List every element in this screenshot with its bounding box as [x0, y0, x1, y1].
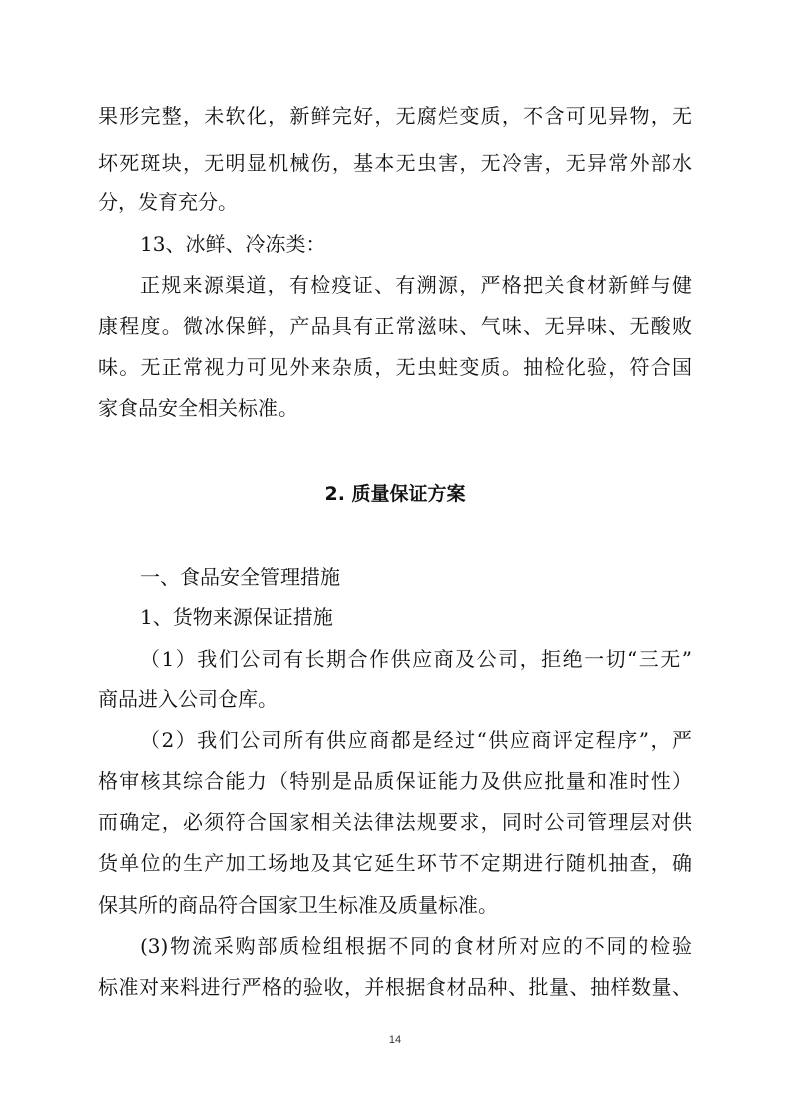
text-line: 味。无正常视力可见外来杂质，无虫蛀变质。抽检化验，符合国 [98, 355, 692, 379]
text-line: 分，发育充分。 [98, 190, 238, 214]
section-heading: 2. 质量保证方案 [324, 483, 466, 505]
text-line: 13、冰鲜、冷冻类： [140, 232, 326, 256]
text-line: （2）我们公司所有供应商都是经过“供应商评定程序”，严 [140, 728, 692, 752]
text-line: 果形完整，未软化，新鲜完好，无腐烂变质，不含可见异物，无 [98, 104, 692, 128]
text-line: 1、货物来源保证措施 [140, 605, 333, 629]
text-line: 标准对来料进行严格的验收，并根据食材品种、批量、抽样数量、 [98, 975, 692, 999]
text-line: 一、食品安全管理措施 [140, 565, 340, 589]
text-line: 正规来源渠道，有检疫证、有溯源，严格把关食材新鲜与健 [140, 273, 692, 297]
text-line: (3)物流采购部质检组根据不同的食材所对应的不同的检验 [140, 934, 692, 958]
text-line: 货单位的生产加工场地及其它延生环节不定期进行随机抽查，确 [98, 851, 692, 875]
text-line: 家食品安全相关标准。 [98, 396, 298, 420]
text-line: 商品进入公司仓库。 [98, 687, 278, 711]
text-line: （1）我们公司有长期合作供应商及公司，拒绝一切“三无” [140, 647, 692, 671]
text-line: 康程度。微冰保鲜，产品具有正常滋味、气味、无异味、无酸败 [98, 314, 692, 338]
text-line: 格审核其综合能力（特别是品质保证能力及供应批量和准时性） [98, 769, 692, 793]
text-line: 坏死斑块，无明显机械伤，基本无虫害，无冷害，无异常外部水 [98, 151, 692, 175]
text-line: 而确定，必须符合国家相关法律法规要求，同时公司管理层对供 [98, 810, 692, 834]
page-number: 14 [388, 1034, 402, 1046]
text-line: 保其所的商品符合国家卫生标准及质量标准。 [98, 893, 498, 917]
